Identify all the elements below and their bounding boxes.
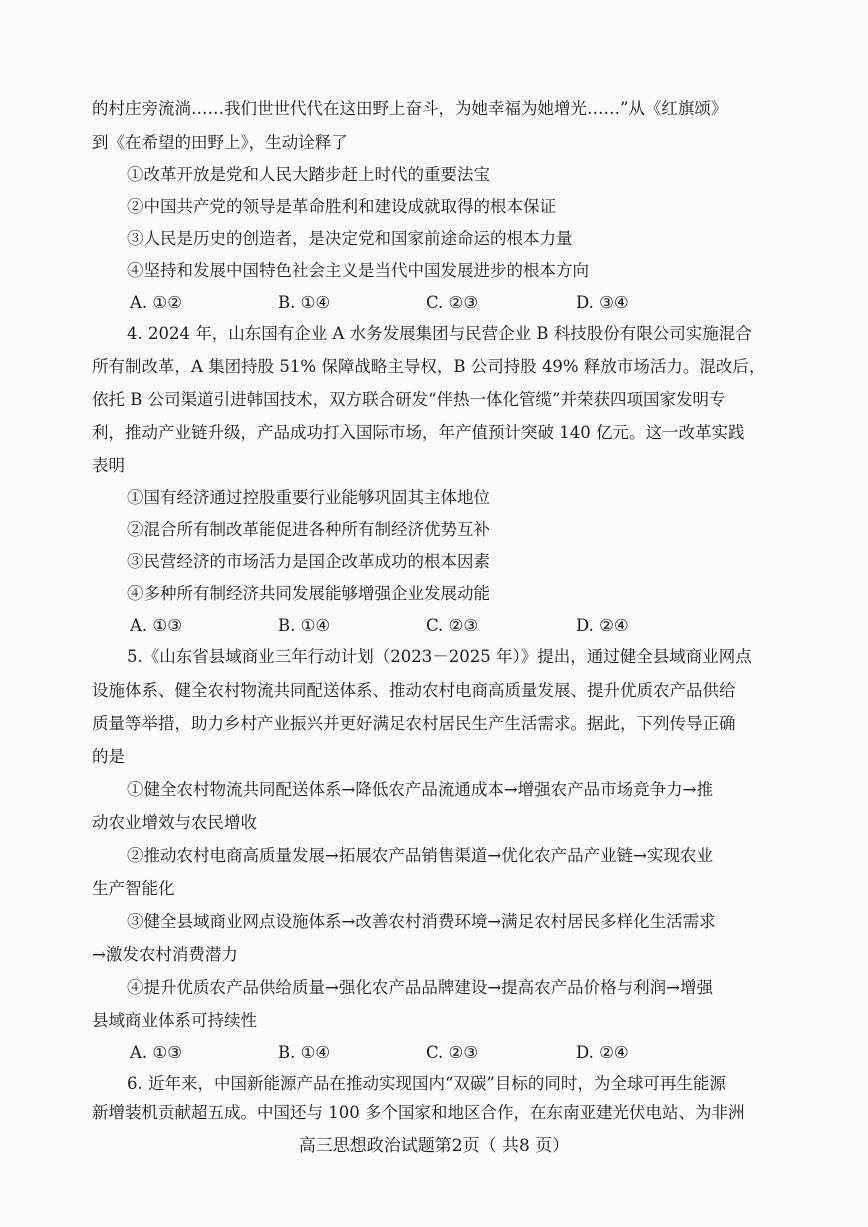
option-b: B. ①④ bbox=[278, 616, 331, 635]
page-footer: 高三思想政治试题第2页（ 共8 页） bbox=[298, 1136, 570, 1156]
q5-statement-2-cont: 生产智能化 bbox=[92, 879, 175, 898]
q4-statement-2: ②混合所有制改革能促进各种所有制经济优势互补 bbox=[127, 520, 490, 539]
option-b: B. ①④ bbox=[278, 293, 331, 312]
q3-statement-4: ④坚持和发展中国特色社会主义是当代中国发展进步的根本方向 bbox=[127, 261, 589, 280]
option-d: D. ②④ bbox=[576, 1043, 629, 1062]
q5-statement-3: ③健全县域商业网点设施体系→改善农村消费环境→满足农村居民多样化生活需求 bbox=[127, 912, 716, 931]
option-a: A. ①② bbox=[130, 293, 182, 312]
q4-stem-line: 4. 2024 年，山东国有企业 A 水务发展集团与民营企业 B 科技股份有限公司实施混合 bbox=[127, 324, 752, 343]
q5-stem-line: 质量等举措，助力乡村产业振兴并更好满足农村居民生产生活需求。据此，下列传导正确 bbox=[92, 714, 736, 733]
option-c: C. ②③ bbox=[426, 616, 479, 635]
q3-statement-3: ③人民是历史的创造者，是决定党和国家前途命运的根本力量 bbox=[127, 229, 573, 248]
q5-statement-1: ①健全农村物流共同配送体系→降低农产品流通成本→增强农产品市场竞争力→推 bbox=[127, 780, 713, 799]
q6-stem-line: 新增装机贡献超五成。中国还与 100 多个国家和地区合作，在东南亚建光伏电站、为非洲 bbox=[92, 1103, 745, 1122]
q5-statement-4-cont: 县域商业体系可持续性 bbox=[92, 1011, 257, 1030]
q3-stem-line: 的村庄旁流淌……我们世世代代在这田野上奋斗，为她幸福为她增光……”从《红旗颂》 bbox=[92, 99, 728, 118]
q5-stem-line: 5.《山东省县域商业三年行动计划（2023－2025 年）》提出，通过健全县域商业网点 bbox=[127, 647, 752, 666]
option-c: C. ②③ bbox=[426, 293, 479, 312]
q3-statement-2: ②中国共产党的领导是革命胜利和建设成就取得的根本保证 bbox=[127, 197, 556, 216]
q5-statement-3-cont: →激发农村消费潜力 bbox=[92, 945, 238, 964]
q4-statement-1: ①国有经济通过控股重要行业能够巩固其主体地位 bbox=[127, 488, 490, 507]
q3-stem-line: 到《在希望的田野上》，生动诠释了 bbox=[92, 133, 348, 152]
q5-statement-2: ②推动农村电商高质量发展→拓展农产品销售渠道→优化农产品产业链→实现农业 bbox=[127, 846, 713, 865]
q4-statement-4: ④多种所有制经济共同发展能够增强企业发展动能 bbox=[127, 584, 490, 603]
option-a: A. ①③ bbox=[130, 616, 182, 635]
q4-stem-line: 表明 bbox=[92, 456, 125, 475]
q4-statement-3: ③民营经济的市场活力是国企改革成功的根本因素 bbox=[127, 552, 490, 571]
q5-statement-4: ④提升优质农产品供给质量→强化农产品品牌建设→提高农产品价格与利润→增强 bbox=[127, 978, 713, 997]
q3-statement-1: ①改革开放是党和人民大踏步赶上时代的重要法宝 bbox=[127, 165, 490, 184]
q4-stem-line: 利，推动产业链升级，产品成功打入国际市场，年产值预计突破 140 亿元。这一改革实践 bbox=[92, 423, 745, 442]
option-d: D. ②④ bbox=[576, 616, 629, 635]
option-d: D. ③④ bbox=[576, 293, 629, 312]
q6-stem-line: 6. 近年来，中国新能源产品在推动实现国内“双碳”目标的同时，为全球可再生能源 bbox=[127, 1074, 726, 1093]
option-b: B. ①④ bbox=[278, 1043, 331, 1062]
q5-statement-1-cont: 动农业增效与农民增收 bbox=[92, 813, 257, 832]
q4-stem-line: 依托 B 公司渠道引进韩国技术，双方联合研发“伴热一体化管缆”并荣获四项国家发明专 bbox=[92, 390, 726, 409]
q4-stem-line: 所有制改革，A 集团持股 51% 保障战略主导权，B 公司持股 49% 释放市场活力。混改后， bbox=[92, 357, 766, 376]
option-a: A. ①③ bbox=[130, 1043, 182, 1062]
q5-stem-line: 的是 bbox=[92, 747, 125, 766]
q5-stem-line: 设施体系、健全农村物流共同配送体系、推动农村电商高质量发展、提升优质农产品供给 bbox=[92, 681, 736, 700]
option-c: C. ②③ bbox=[426, 1043, 479, 1062]
